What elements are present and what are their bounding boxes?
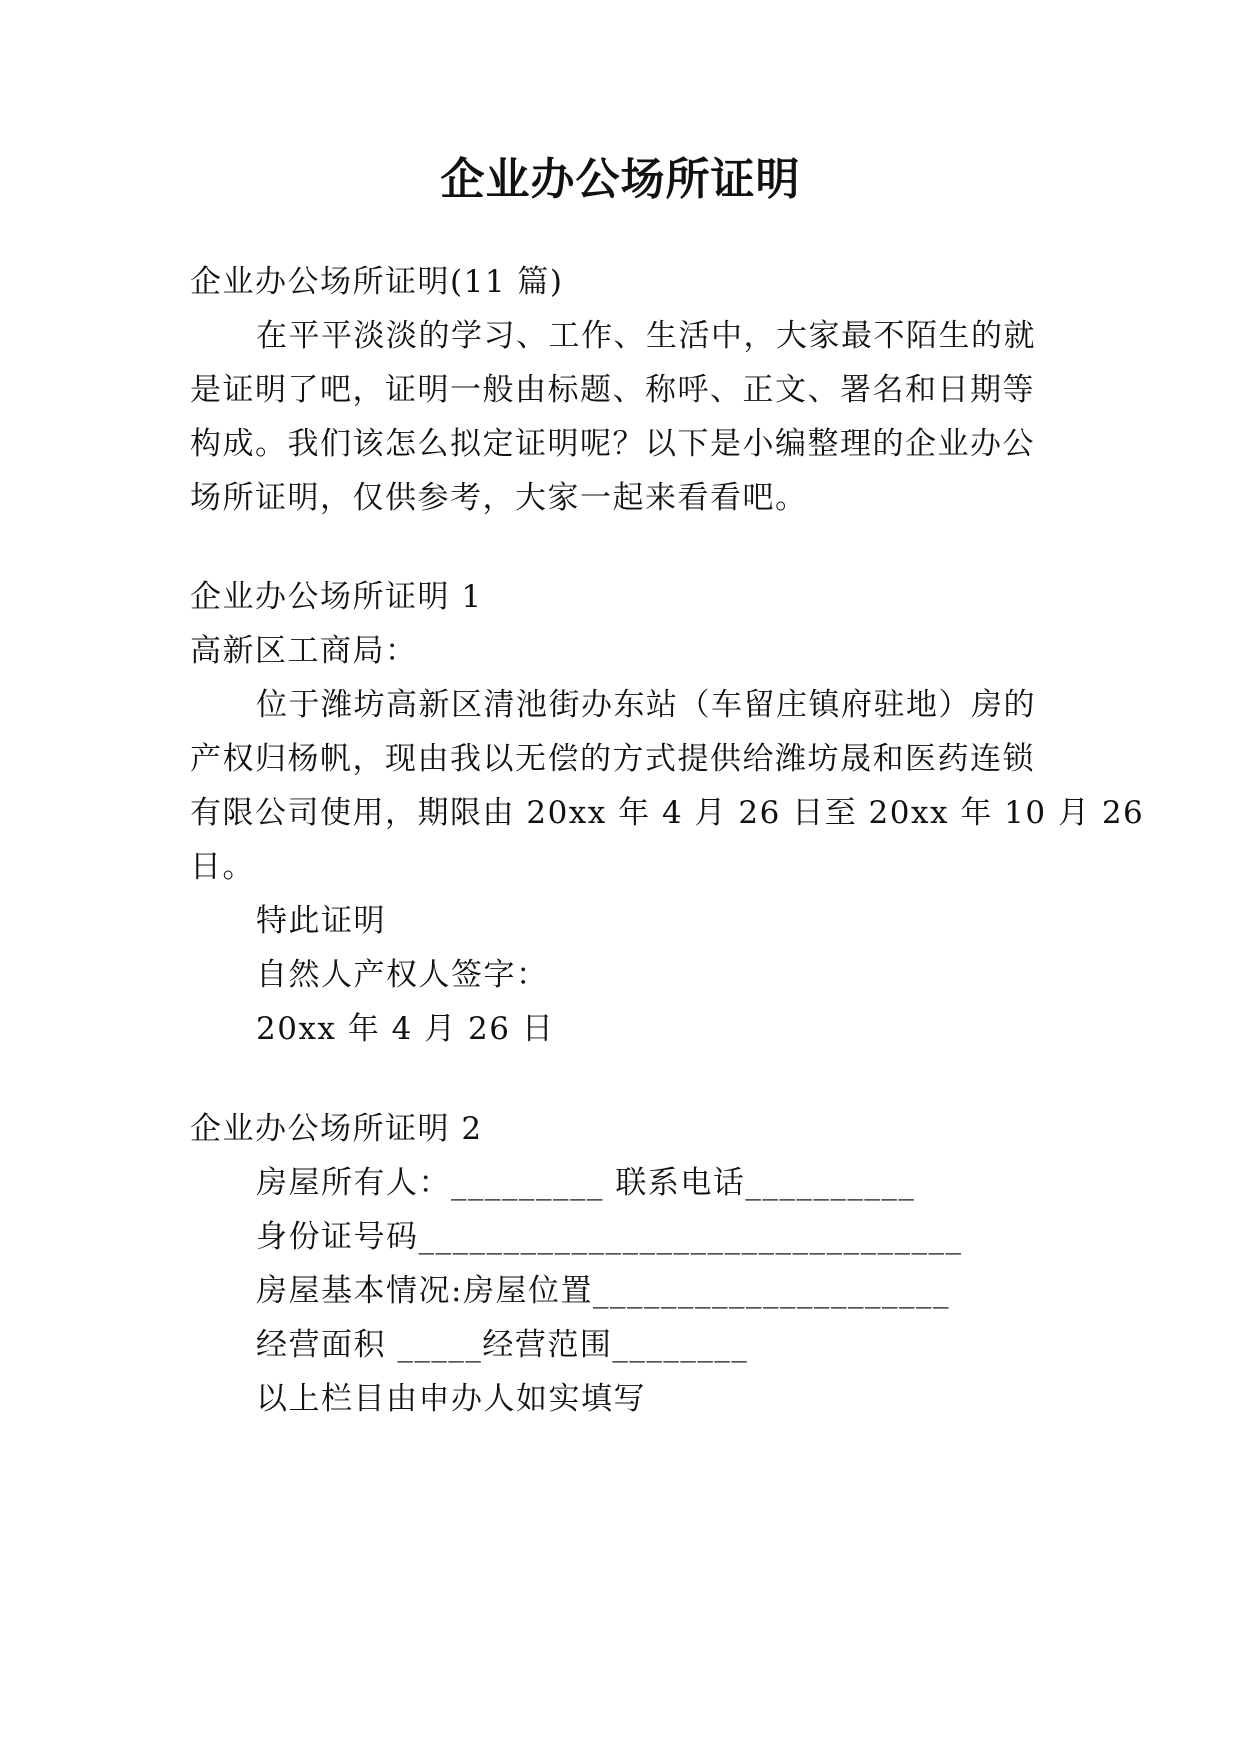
document-title: 企业办公场所证明 — [440, 154, 801, 205]
section-heading-1: 企业办公场所证明 1 — [190, 579, 483, 615]
body-paragraph-line: 位于潍坊高新区清池街办东站（车留庄镇府驻地）房的 — [256, 687, 1036, 723]
form-line-id-number: 身份证号码________________________________ — [256, 1219, 963, 1255]
body-paragraph-line: 有限公司使用，期限由 20xx 年 4 月 26 日至 20xx 年 10 月 26 — [190, 795, 1145, 831]
form-note: 以上栏目由申办人如实填写 — [256, 1381, 646, 1417]
form-line-property-location: 房屋基本情况:房屋位置_____________________ — [256, 1273, 950, 1309]
certification-statement: 特此证明 — [256, 903, 386, 939]
intro-paragraph-line: 是证明了吧，证明一般由标题、称呼、正文、署名和日期等 — [190, 372, 1035, 408]
intro-paragraph-line: 场所证明，仅供参考，大家一起来看看吧。 — [190, 480, 808, 516]
body-paragraph-line: 产权归杨帆，现由我以无偿的方式提供给潍坊晟和医药连锁 — [190, 741, 1035, 777]
signature-line: 自然人产权人签字： — [256, 957, 549, 993]
form-line-owner: 房屋所有人：_________ 联系电话__________ — [256, 1165, 916, 1201]
addressee: 高新区工商局： — [190, 633, 418, 669]
form-line-business-area: 经营面积 _____经营范围________ — [256, 1327, 749, 1363]
body-paragraph-line: 日。 — [190, 849, 255, 885]
intro-paragraph-line: 构成。我们该怎么拟定证明呢？以下是小编整理的企业办公 — [190, 426, 1035, 462]
section-heading-2: 企业办公场所证明 2 — [190, 1111, 483, 1147]
date-line: 20xx 年 4 月 26 日 — [256, 1011, 555, 1047]
collection-heading: 企业办公场所证明(11 篇) — [190, 264, 564, 300]
intro-paragraph-line: 在平平淡淡的学习、工作、生活中，大家最不陌生的就 — [256, 318, 1036, 354]
